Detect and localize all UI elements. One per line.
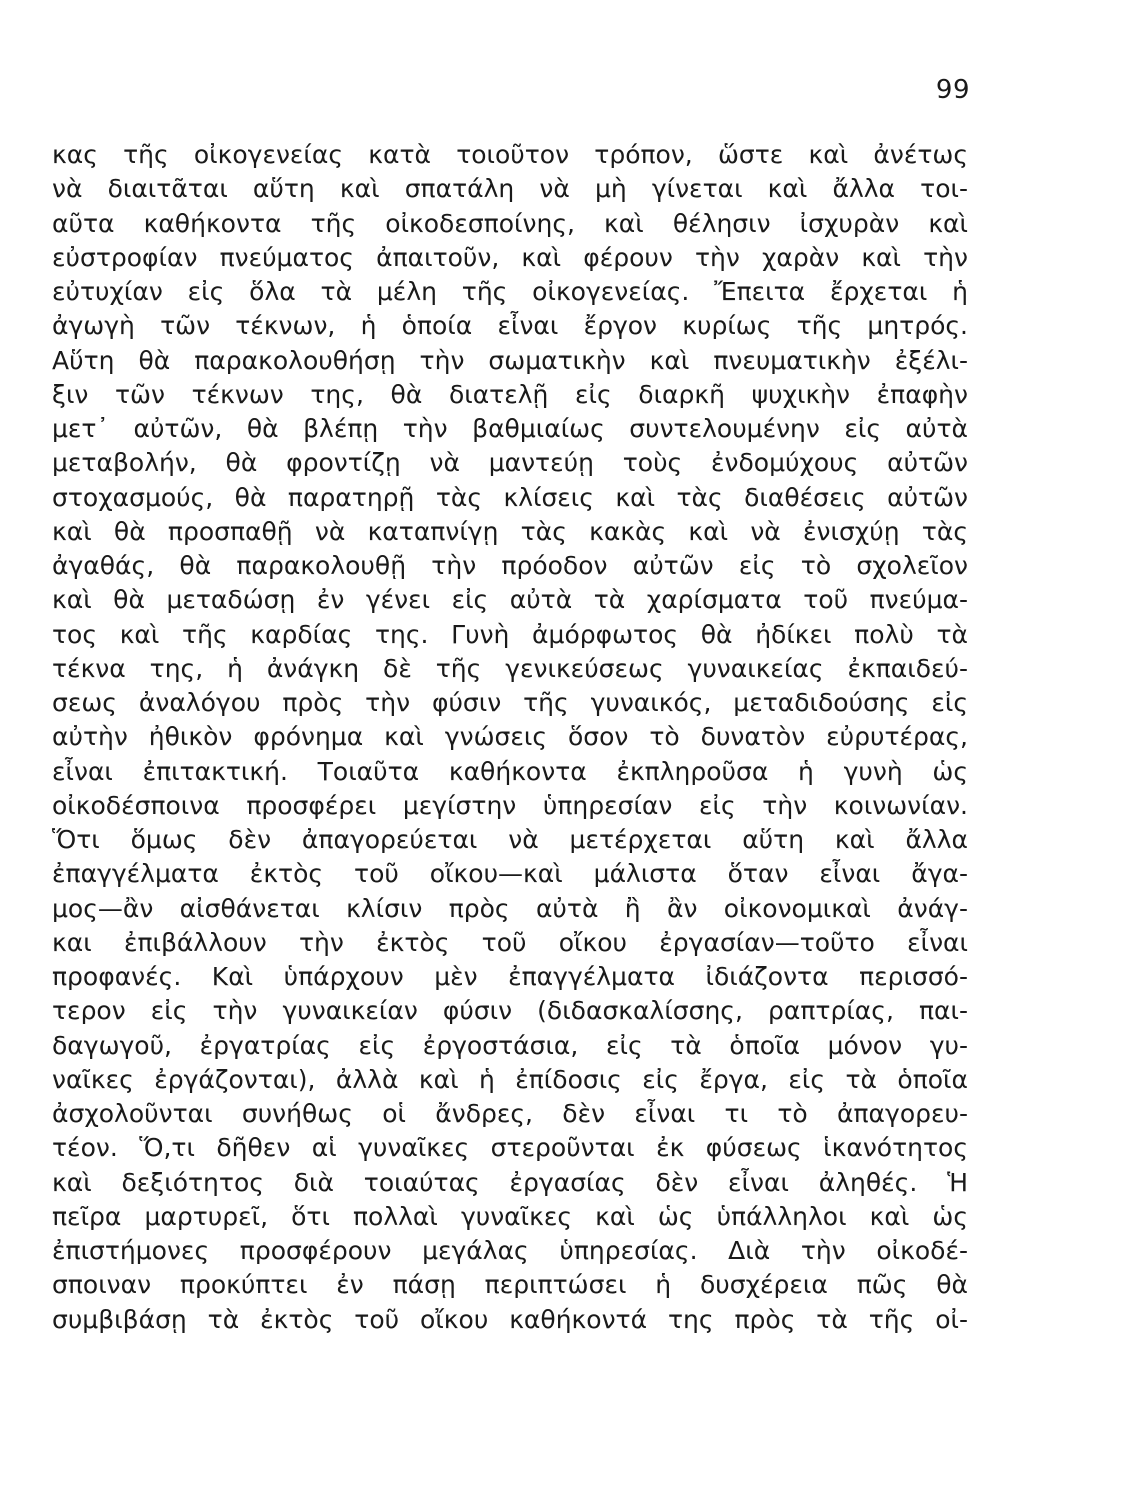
text-line: ἀγαθάς, θὰ παρακολουθῇ τὴν πρόοδον αὐτῶν εἰς τὸ σχολεῖον [52,551,968,580]
text-line: σεως ἀναλόγου πρὸς τὴν φύσιν τῆς γυναικός, μεταδιδούσης εἰς [52,688,968,717]
text-line: κας τῆς οἰκογενείας κατὰ τοιοῦτον τρόπον, ὥστε καὶ ἀνέτως [52,140,968,169]
text-line: τέκνα της, ἡ ἀνάγκη δὲ τῆς γενικεύσεως γυναικείας ἐκπαιδεύ- [52,653,968,683]
text-line: αὐτὴν ἠθικὸν φρόνημα καὶ γνώσεις ὅσον τὸ δυνατὸν εὐρυτέρας, [52,722,968,752]
text-line: δαγωγοῦ, ἐργατρίας εἰς ἐργοστάσια, εἰς τὰ ὁποῖα μόνον γυ- [52,1030,968,1060]
text-line: τερον εἰς τὴν γυναικείαν φύσιν (διδασκαλίσσης, ραπτρίας, παι- [52,996,968,1026]
text-line: εὐτυχίαν εἰς ὅλα τὰ μέλη τῆς οἰκογενείας. Ἔπειτα ἔρχεται ἡ [52,277,968,306]
text-line: καὶ θὰ μεταδώσῃ ἐν γένει εἰς αὐτὰ τὰ χαρίσματα τοῦ πνεύμα- [52,585,968,615]
text-line: μος—ἂν αἰσθάνεται κλίσιν πρὸς αὐτὰ ἢ ἂν οἰκονομικαὶ ἀνάγ- [52,893,968,923]
text-line: ξιν τῶν τέκνων της, θὰ διατελῇ εἰς διαρκῆ ψυχικὴν ἐπαφὴν [52,379,968,409]
text-line: Αὕτη θὰ παρακολουθήσῃ τὴν σωματικὴν καὶ πνευματικὴν ἐξέλι- [52,345,968,375]
text-line: μετ᾽ αὐτῶν, θὰ βλέπῃ τὴν βαθμιαίως συντελουμένην εἰς αὐτὰ [52,414,968,443]
text-line: στοχασμούς, θὰ παρατηρῇ τὰς κλίσεις καὶ τὰς διαθέσεις αὐτῶν [52,482,968,512]
text-line: ἐπαγγέλματα ἐκτὸς τοῦ οἴκου—καὶ μάλιστα ὅταν εἶναι ἄγα- [52,859,968,889]
text-line: σποιναν προκύπτει ἐν πάσῃ περιπτώσει ἡ δυσχέρεια πῶς θὰ [52,1270,968,1300]
text-line: οἰκοδέσποινα προσφέρει μεγίστην ὑπηρεσίαν εἰς τὴν κοινωνίαν. [52,790,968,820]
text-line: ἐπιστήμονες προσφέρουν μεγάλας ὑπηρεσίας. Διὰ τὴν οἰκοδέ- [52,1236,968,1265]
text-line: αῦτα καθήκοντα τῆς οἰκοδεσποίνης, καὶ θέλησιν ἰσχυρὰν καὶ [52,208,968,238]
body-text [52,138,968,1337]
text-line: εἶναι ἐπιτακτική. Τοιαῦτα καθήκοντα ἐκπληροῦσα ἡ γυνὴ ὡς [52,756,968,786]
text-line: Ὅτι ὅμως δὲν ἀπαγορεύεται νὰ μετέρχεται αὕτη καὶ ἄλλα [52,825,968,854]
text-line: ἀγωγὴ τῶν τέκνων, ἡ ὁποία εἶναι ἔργον κυρίως τῆς μητρός. [52,311,968,341]
text-line: καὶ θὰ προσπαθῇ νὰ καταπνίγῃ τὰς κακὰς καὶ νὰ ἐνισχύῃ τὰς [52,516,968,546]
page-number: 99 [935,75,970,105]
text-line: και ἐπιβάλλουν τὴν ἐκτὸς τοῦ οἴκου ἐργασίαν—τοῦτο εἶναι [52,927,968,957]
text-line: τέον. Ὅ,τι δῆθεν αἱ γυναῖκες στεροῦνται ἐκ φύσεως ἱκανότητος [52,1133,968,1163]
text-line: εὐστροφίαν πνεύματος ἀπαιτοῦν, καὶ φέρουν τὴν χαρὰν καὶ τὴν [52,242,968,272]
text-line: τος καὶ τῆς καρδίας της. Γυνὴ ἀμόρφωτος θὰ ἠδίκει πολὺ τὰ [52,619,968,649]
text-line: καὶ δεξιότητος διὰ τοιαύτας ἐργασίας δὲν εἶναι ἀληθές. Ἡ [52,1167,968,1197]
text-line: ἀσχολοῦνται συνήθως οἱ ἄνδρες, δὲν εἶναι τι τὸ ἀπαγορευ- [52,1099,968,1128]
text-line: νὰ διαιτᾶται αὕτη καὶ σπατάλη νὰ μὴ γίνεται καὶ ἄλλα τοι- [52,174,968,204]
text-line: ναῖκες ἐργάζονται), ἀλλὰ καὶ ἡ ἐπίδοσις εἰς ἔργα, εἰς τὰ ὁποῖα [52,1064,968,1094]
text-line: συμβιβάσῃ τὰ ἐκτὸς τοῦ οἴκου καθήκοντά της πρὸς τὰ τῆς οἰ- [52,1304,968,1334]
text-line: προφανές. Καὶ ὑπάρχουν μὲν ἐπαγγέλματα ἰδιάζοντα περισσό- [52,962,968,991]
text-line: πεῖρα μαρτυρεῖ, ὅτι πολλαὶ γυναῖκες καὶ ὡς ὑπάλληλοι καὶ ὡς [52,1201,968,1231]
text-line: μεταβολήν, θὰ φροντίζῃ νὰ μαντεύῃ τοὺς ἐνδομύχους αὐτῶν [52,448,968,478]
